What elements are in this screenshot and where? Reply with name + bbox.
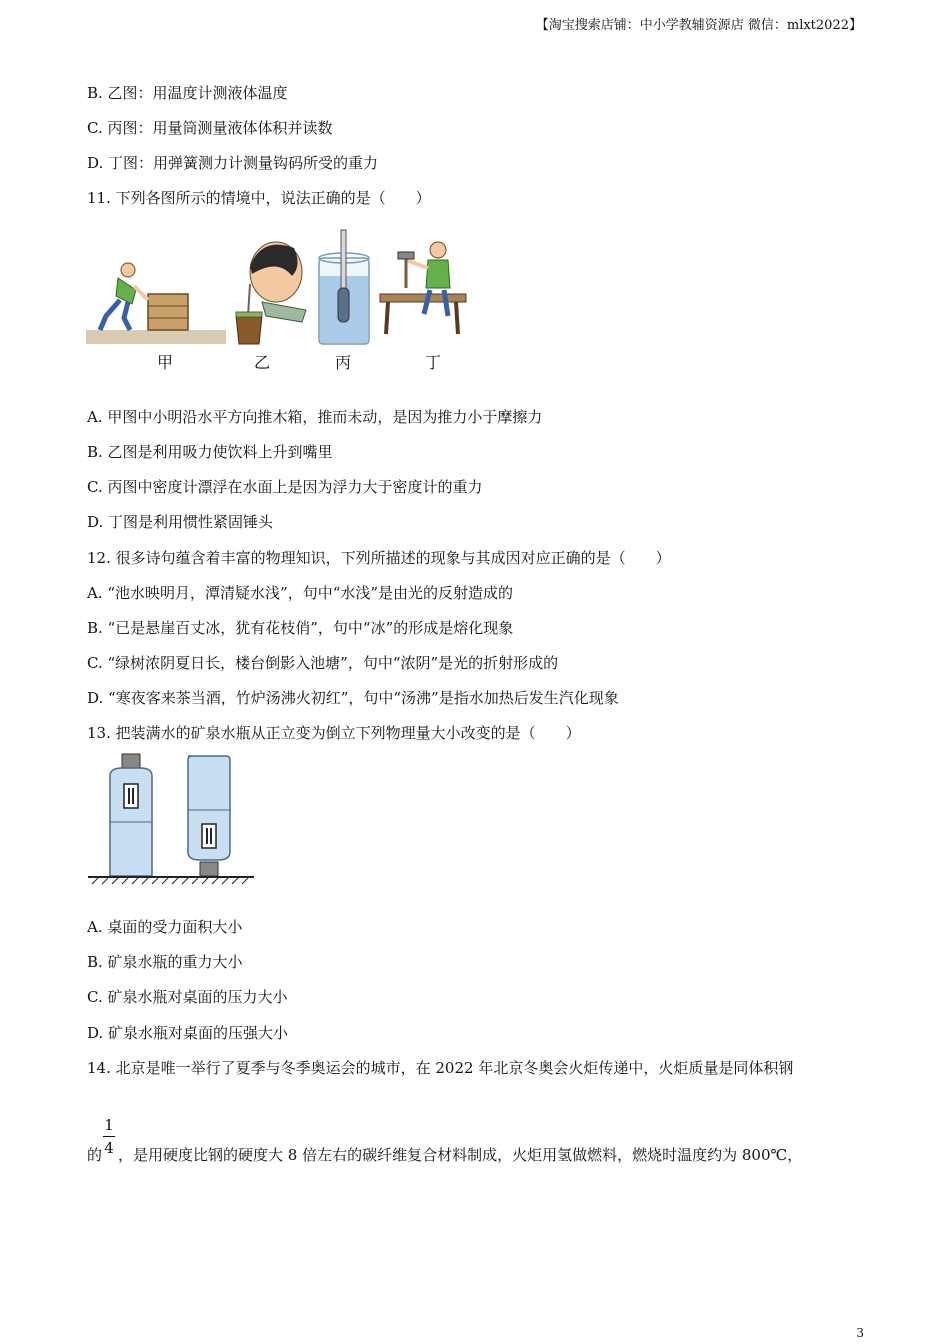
q11-option-b: B. 乙图是利用吸力使饮料上升到嘴里	[87, 443, 333, 461]
q12-option-d: D. “寒夜客来茶当酒，竹炉汤沸火初红”，句中“汤沸”是指水加热后发生汽化现象	[87, 689, 619, 707]
caption-ding: 丁	[425, 353, 442, 372]
fraction-bar	[103, 1136, 115, 1137]
q13-option-a: A. 桌面的受力面积大小	[87, 918, 243, 936]
q13-option-d: D. 矿泉水瓶对桌面的压强大小	[87, 1024, 289, 1042]
q10-option-d: D. 丁图：用弹簧测力计测量钩码所受的重力	[87, 154, 379, 172]
q11-option-d: D. 丁图是利用惯性紧固锤头	[87, 513, 274, 531]
q12-stem: 12. 很多诗句蕴含着丰富的物理知识，下列所描述的现象与其成因对应正确的是（ ）	[87, 549, 671, 567]
q10-option-c: C. 丙图：用量筒测量液体体积并读数	[87, 119, 333, 137]
q14-line2-prefix: 的	[87, 1146, 103, 1164]
page-header: 【淘宝搜索店铺：中小学教辅资源店 微信：mlxt2022】	[535, 18, 862, 33]
q11-stem: 11. 下列各图所示的情境中，说法正确的是（ ）	[87, 189, 431, 207]
caption-bing: 丙	[335, 353, 352, 372]
hammer-bench-illustration	[376, 238, 470, 338]
fraction-numerator: 1	[104, 1116, 114, 1134]
q10-option-b: B. 乙图：用温度计测液体温度	[87, 84, 288, 102]
fraction-one-quarter	[103, 1116, 115, 1157]
q13-option-b: B. 矿泉水瓶的重力大小	[87, 953, 243, 971]
water-bottles-illustration	[86, 752, 256, 886]
pushing-box-illustration	[86, 256, 228, 346]
q11-option-c: C. 丙图中密度计漂浮在水面上是因为浮力大于密度计的重力	[87, 478, 483, 496]
q13-stem: 13. 把装满水的矿泉水瓶从正立变为倒立下列物理量大小改变的是（ ）	[87, 724, 581, 742]
q12-option-c: C. “绿树浓阴夏日长，楼台倒影入池塘”，句中“浓阴”是光的折射形成的	[87, 654, 559, 672]
hydrometer-illustration	[316, 228, 372, 346]
caption-jia: 甲	[157, 353, 174, 372]
caption-yi: 乙	[254, 353, 271, 372]
q13-option-c: C. 矿泉水瓶对桌面的压力大小	[87, 988, 288, 1006]
q14-line1: 14. 北京是唯一举行了夏季与冬季奥运会的城市，在 2022 年北京冬奥会火炬传递中，火炬质量是同体积钢	[87, 1059, 794, 1077]
drinking-straw-illustration	[232, 236, 310, 348]
fraction-denominator: 4	[104, 1139, 114, 1157]
q11-option-a: A. 甲图中小明沿水平方向推木箱，推而未动，是因为推力小于摩擦力	[87, 408, 543, 426]
q12-option-a: A. “池水映明月，潭清疑水浅”，句中“水浅”是由光的反射造成的	[87, 584, 514, 602]
page-number: 3	[856, 1326, 864, 1340]
q12-option-b: B. “已是悬崖百丈冰，犹有花枝俏”，句中“冰”的形成是熔化现象	[87, 619, 514, 637]
q14-line2-rest: ，是用硬度比钢的硬度大 8 倍左右的碳纤维复合材料制成，火炬用氢做燃料，燃烧时温度约为 800℃，	[118, 1146, 803, 1164]
